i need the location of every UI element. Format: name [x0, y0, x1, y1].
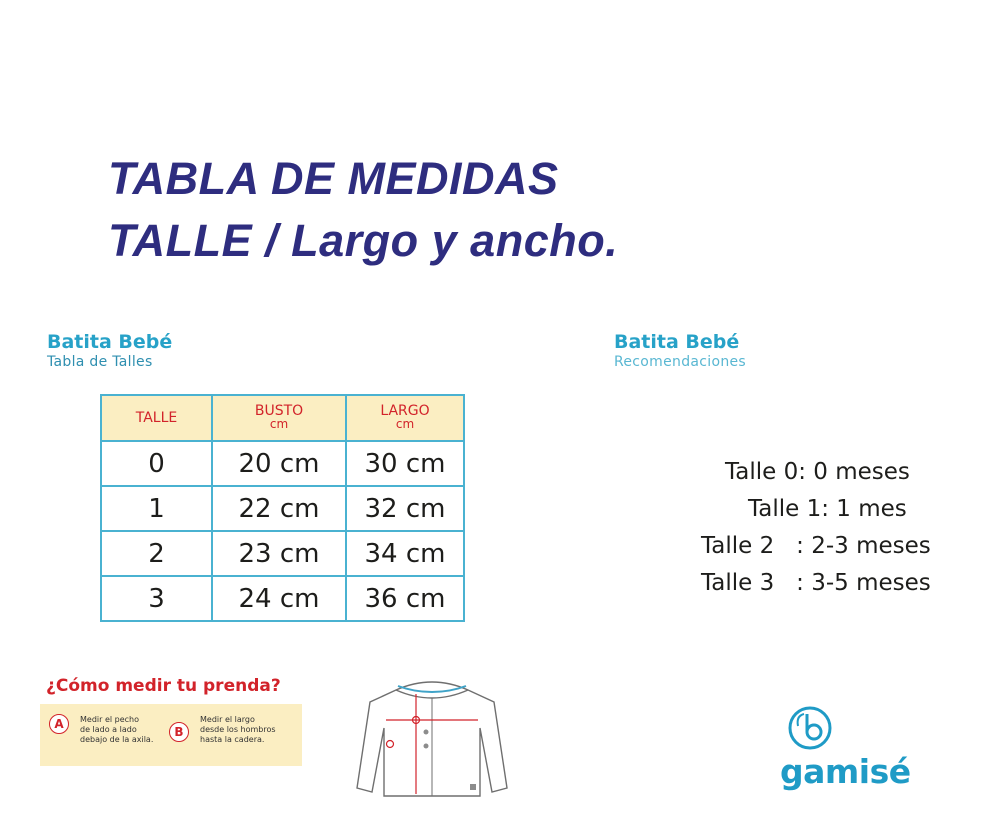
size-table-title: Batita Bebé — [47, 331, 173, 353]
button-icon — [424, 744, 429, 749]
cell-busto: 22 cm — [212, 486, 346, 531]
table-row — [101, 486, 464, 531]
cell-largo: 32 cm — [346, 486, 464, 531]
measure-instructions — [40, 704, 302, 766]
table-row — [101, 441, 464, 486]
cell-largo: 34 cm — [346, 531, 464, 576]
cell-talle: 2 — [101, 531, 212, 576]
instruction-a-text: Medir el pecho de lado a lado debajo de la axila. — [80, 715, 154, 744]
table-row — [101, 531, 464, 576]
page-title — [108, 148, 618, 272]
cell-largo: 36 cm — [346, 576, 464, 621]
header-talle: TALLE — [101, 395, 212, 441]
recommendation-item: Talle 2 : 2-3 meses — [701, 533, 931, 559]
brand-logo-icon — [780, 706, 840, 754]
cell-busto: 20 cm — [212, 441, 346, 486]
header-busto: BUSTO cm — [212, 395, 346, 441]
size-table-header-row — [101, 395, 464, 441]
cell-busto: 24 cm — [212, 576, 346, 621]
recommendations-list — [690, 454, 970, 602]
badge-a: A — [49, 714, 69, 734]
recommendation-item: Talle 1: 1 mes — [748, 496, 907, 522]
title-line-2: TALLE / Largo y ancho. — [108, 215, 619, 266]
cell-talle: 0 — [101, 441, 212, 486]
cell-talle: 3 — [101, 576, 212, 621]
recommendations-subtitle: Recomendaciones — [614, 354, 746, 370]
size-table-heading — [47, 331, 172, 371]
badge-b: B — [169, 722, 189, 742]
how-to-measure-title: ¿Cómo medir tu prenda? — [46, 676, 281, 696]
recommendation-item: Talle 0: 0 meses — [725, 459, 910, 485]
cell-largo: 30 cm — [346, 441, 464, 486]
shirt-diagram — [352, 676, 512, 801]
title-line-1: TABLA DE MEDIDAS — [108, 153, 559, 204]
cell-busto: 23 cm — [212, 531, 346, 576]
size-table-subtitle: Tabla de Talles — [47, 354, 153, 370]
recommendations-heading — [614, 331, 746, 371]
cell-talle: 1 — [101, 486, 212, 531]
size-table — [100, 394, 465, 622]
table-row — [101, 576, 464, 621]
brand-name: gamisé — [780, 752, 911, 791]
recommendation-item: Talle 3 : 3-5 meses — [701, 570, 931, 596]
button-icon — [424, 730, 429, 735]
instruction-b-text: Medir el largo desde los hombros hasta la cadera. — [200, 715, 276, 744]
recommendations-title: Batita Bebé — [614, 331, 740, 353]
header-largo: LARGO cm — [346, 395, 464, 441]
